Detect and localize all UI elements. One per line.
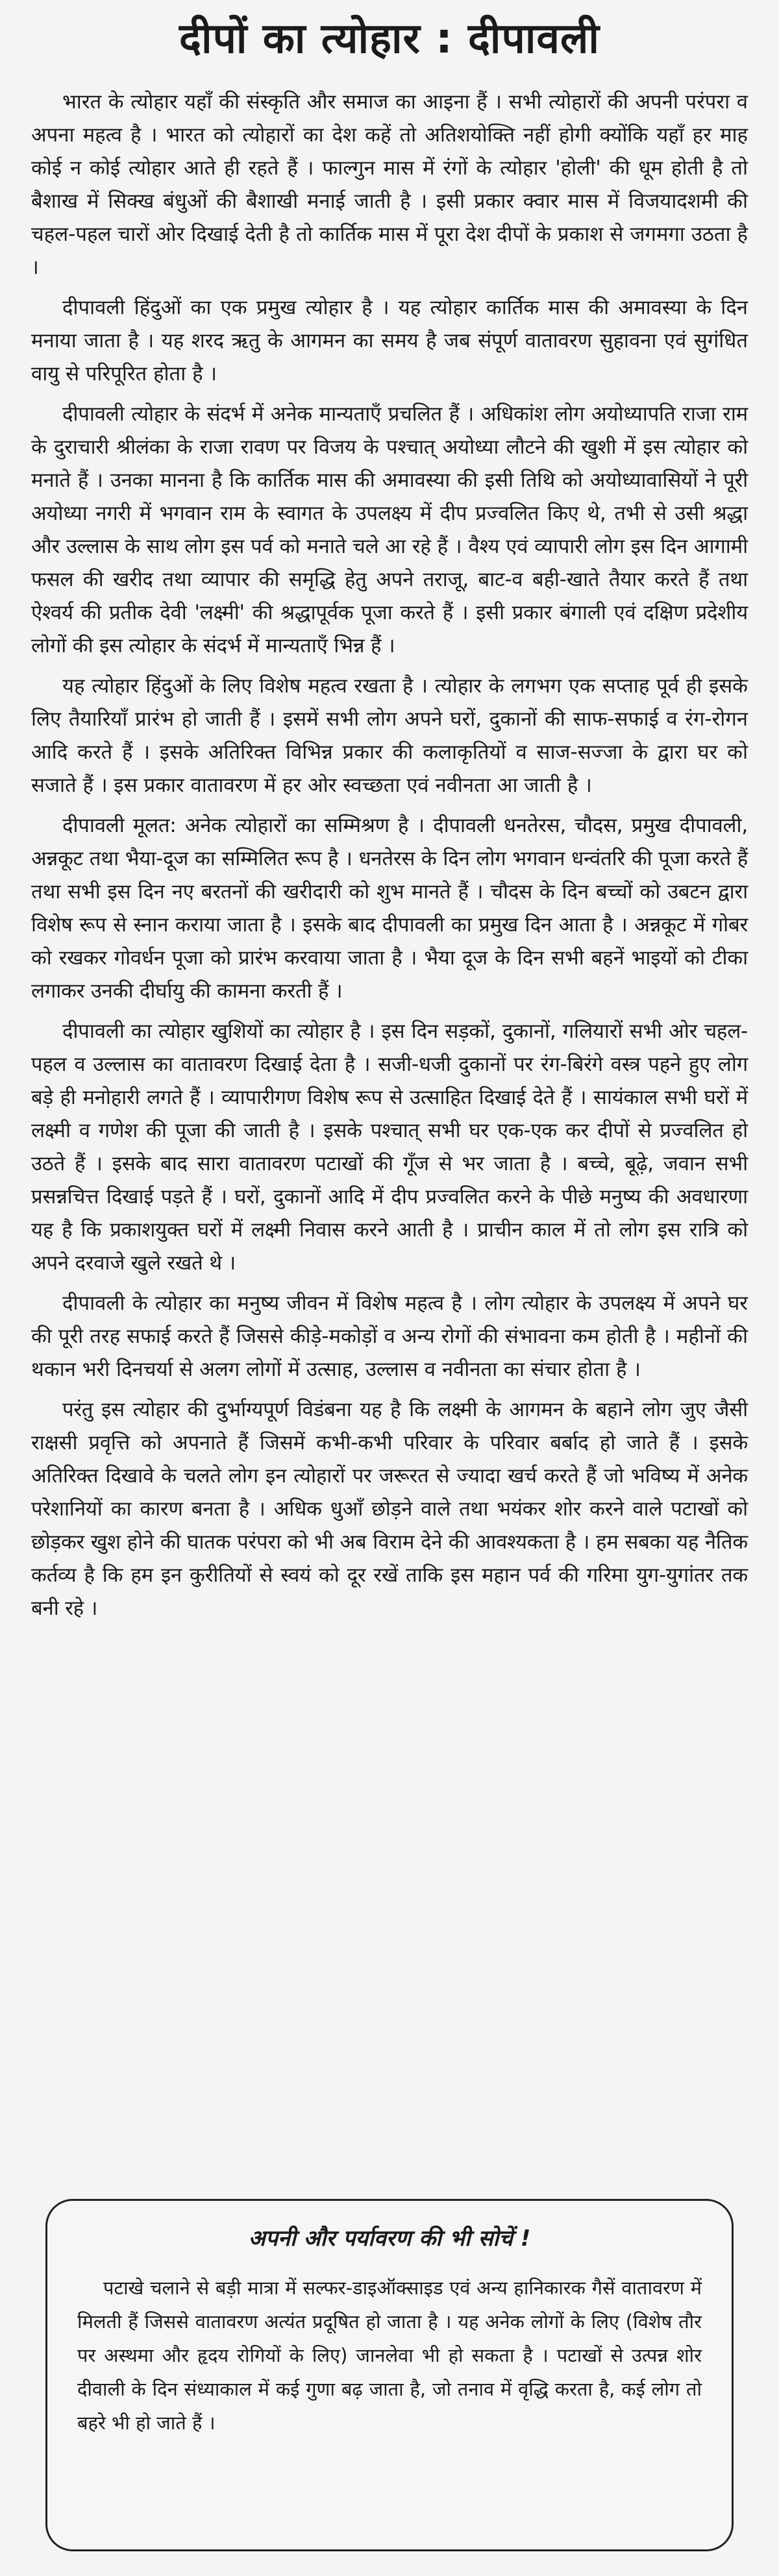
essay-paragraph-6: दीपावली का त्योहार खुशियों का त्योहार है । इस दिन सड़कों, दुकानों, गलियारों सभी ओर चहल-पहल व उल्लास का वातावरण दिखाई देता है । सजी-धजी दुकानों पर रंग-बिरंगे वस्त्र पहने हुए लोग बड़े ही मनोहारी लगते हैं । व्यापारीगण विशेष रूप से उत्साहित दिखाई देते हैं । सायंकाल सभी घरों में लक्ष्मी व गणेश की पूजा की जाती है । इसके पश्चात् सभी घर एक-एक कर दीपों से प्रज्वलित हो उठते हैं । इसके बाद सारा वातावरण पटाखों की गूँज से भर जाता है । बच्चे, बूढ़े, जवान सभी प्रसन्नचित्त दिखाई पड़ते हैं । घरों, दुकानों आदि में दीप प्रज्वलित करने के पीछे मनुष्य की अवधारणा यह है कि प्रकाशयुक्त घरों में लक्ष्मी निवास करने आती है । प्राचीन काल में तो लोग इस रात्रि को अपने दरवाजे खुले रखते थे ।: [31, 1020, 748, 1275]
essay-paragraph-7: दीपावली के त्योहार का मनुष्य जीवन में विशेष महत्व है । लोग त्योहार के उपलक्ष्य में अपने घर की पूरी तरह सफाई करते हैं जिससे कीड़े-मकोड़ों व अन्य रोगों की संभावना कम होती है । महीनों की थकान भरी दिनचर्या से अलग लोगों में उत्साह, उल्लास व नवीनता का संचार होता है ।: [31, 1292, 748, 1381]
environment-note-box: [45, 2199, 734, 2551]
essay-body: [31, 86, 748, 1625]
essay-paragraph-8: परंतु इस त्योहार की दुर्भाग्यपूर्ण विडंबना यह है कि लक्ष्मी के आगमन के बहाने लोग जुए जैसी राक्षसी प्रवृत्ति को अपनाते हैं जिसमें कभी-कभी परिवार के परिवार बर्बाद हो जाते हैं । इसके अतिरिक्त दिखावे के चलते लोग इन त्योहारों पर जरूरत से ज्यादा खर्च करते हैं जो भविष्य में अनेक परेशानियों का कारण बनता है । अधिक धुआँ छोड़ने वाले तथा भयंकर शोर करने वाले पटाखों को छोड़कर खुश होने की घातक परंपरा को भी अब विराम देने की आवश्यकता है । हम सबका यह नैतिक कर्तव्य है कि हम इन कुरीतियों से स्वयं को दूर रखें ताकि इस महान पर्व की गरिमा युग-युगांतर तक बनी रहे ।: [31, 1398, 748, 1620]
essay-paragraph-1: भारत के त्योहार यहाँ की संस्कृति और समाज का आइना हैं । सभी त्योहारों की अपनी परंपरा व अपना महत्व है । भारत को त्योहारों का देश कहें तो अतिशयोक्ति नहीं होगी क्योंकि यहाँ हर माह कोई न कोई त्योहार आते ही रहते हैं । फाल्गुन मास में रंगों के त्योहार 'होली' की धूम होती है तो बैशाख में सिक्ख बंधुओं की बैशाखी मनाई जाती है । इसी प्रकार क्वार मास में विजयादशमी की चहल-पहल चारों ओर दिखाई देती है तो कार्तिक मास में पूरा देश दीपों के प्रकाश से जगमगा उठता है ।: [31, 90, 748, 279]
essay-paragraph-3: दीपावली त्योहार के संदर्भ में अनेक मान्यताएँ प्रचलित हैं । अधिकांश लोग अयोध्यापति राजा राम के दुराचारी श्रीलंका के राजा रावण पर विजय के पश्चात् अयोध्या लौटने की खुशी में इस त्योहार को मनाते हैं । उनका मानना है कि कार्तिक मास की अमावस्या की इसी तिथि को अयोध्यावासियों ने पूरी अयोध्या नगरी में भगवान राम के स्वागत के उपलक्ष्य में दीप प्रज्वलित किए थे, तभी से उसी श्रद्धा और उल्लास के साथ लोग इस पर्व को मनाते चले आ रहे हैं । वैश्य एवं व्यापारी लोग इस दिन आगामी फसल की खरीद तथा व्यापार की समृद्धि हेतु अपने तराजू, बाट-व बही-खाते तैयार करते हैं तथा ऐश्वर्य की प्रतीक देवी 'लक्ष्मी' की श्रद्धापूर्वक पूजा करते हैं । इसी प्रकार बंगाली एवं दक्षिण प्रदेशीय लोगों की इस त्योहार के संदर्भ में मान्यताएँ भिन्न हैं ।: [31, 402, 748, 657]
essay-paragraph-2: दीपावली हिंदुओं का एक प्रमुख त्योहार है । यह त्योहार कार्तिक मास की अमावस्या के दिन मनाया जाता है । यह शरद ऋतु के आगमन का समय है जब संपूर्ण वातावरण सुहावना एवं सुगंधित वायु से परिपूरित होता है ।: [31, 296, 748, 386]
environment-note-title: अपनी और पर्यावरण की भी सोचें !: [248, 2226, 531, 2251]
essay-paragraph-4: यह त्योहार हिंदुओं के लिए विशेष महत्व रखता है । त्योहार के लगभग एक सप्ताह पूर्व ही इसके लिए तैयारियाँ प्रारंभ हो जाती हैं । इसमें सभी लोग अपने घरों, दुकानों की साफ-सफाई व रंग-रोगन आदि करते हैं । इसके अतिरिक्त विभिन्न प्रकार की कलाकृतियों व साज-सज्जा के द्वारा घर को सजाते हैं । इस प्रकार वातावरण में हर ओर स्वच्छता एवं नवीनता आ जाती है ।: [31, 674, 748, 797]
essay-title: दीपों का त्योहार : दीपावली: [179, 15, 600, 63]
environment-note-text: पटाखे चलाने से बड़ी मात्रा में सल्फर-डाइऑक्साइड एवं अन्य हानिकारक गैसें वातावरण में मिलती हैं जिससे वातावरण अत्यंत प्रदूषित हो जाता है । यह अनेक लोगों के लिए (विशेष तौर पर अस्थमा और हृदय रोगियों के लिए) जानलेवा भी हो सकता है । पटाखों से उत्पन्न शोर दीवाली के दिन संध्याकाल में कई गुणा बढ़ जाता है, जो तनाव में वृद्धि करता है, कई लोग तो बहरे भी हो जाते हैं ।: [77, 2277, 702, 2434]
essay-paragraph-5: दीपावली मूलत: अनेक त्योहारों का सम्मिश्रण है । दीपावली धनतेरस, चौदस, प्रमुख दीपावली, अन्नकूट तथा भैया-दूज का सम्मिलित रूप है । धनतेरस के दिन लोग भगवान धन्वंतरि की पूजा करते हैं तथा सभी इस दिन नए बरतनों की खरीदारी को शुभ मानते हैं । चौदस के दिन बच्चों को उबटन द्वारा विशेष रूप से स्नान कराया जाता है । इसके बाद दीपावली का प्रमुख दिन आता है । अन्नकूट में गोबर को रखकर गोवर्धन पूजा को प्रारंभ करवाया जाता है । भैया दूज के दिन सभी बहनें भाइयों को टीका लगाकर उनकी दीर्घायु की कामना करती हैं ।: [31, 814, 748, 1003]
